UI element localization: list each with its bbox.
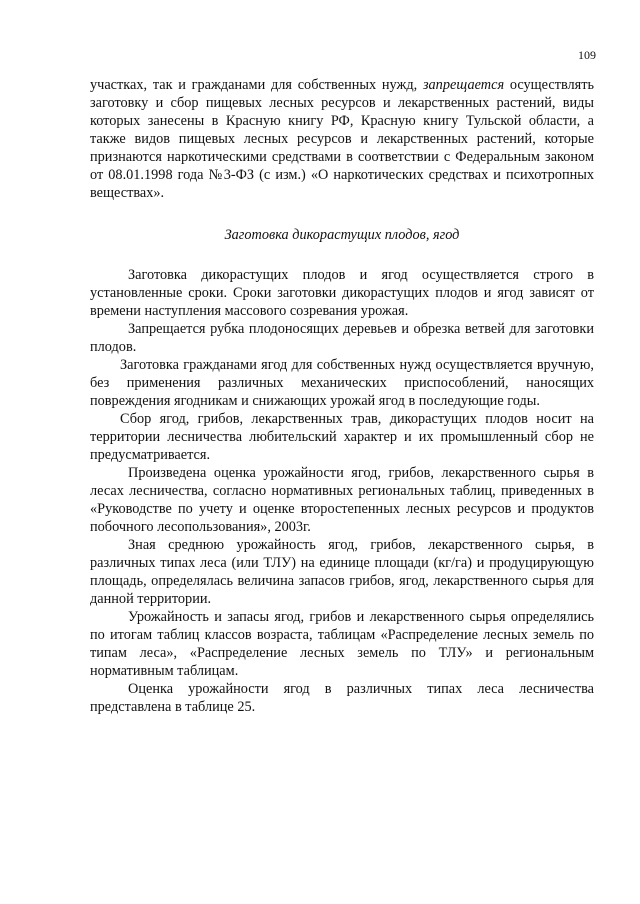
section-heading: Заготовка дикорастущих плодов, ягод — [224, 227, 460, 243]
paragraph-7: Урожайность и запасы ягод, грибов и лекарственного сырья определялись по итогам таблиц классов возраста, таблицам «Распределение лесных земель по типам леса», «Распределение лесных земель по ТЛУ» и региональным нормативным таблицам. — [90, 609, 594, 679]
paragraph-4: Сбор ягод, грибов, лекарственных трав, дикорастущих плодов носит на территории лесничества любительский характер и их промышленный сбор не предусматривается. — [90, 411, 594, 463]
paragraph-2: Запрещается рубка плодоносящих деревьев и обрезка ветвей для заготовки плодов. — [90, 321, 594, 355]
intro-text-before: участках, так и гражданами для собственных нужд, — [90, 77, 423, 93]
intro-paragraph — [90, 76, 594, 202]
page-number: 109 — [578, 48, 596, 62]
intro-text-after: осуществлять заготовку и сбор пищевых лесных ресурсов и лекарственных растений, виды которых занесены в Красную книгу РФ, Красную книгу Тульской области, а также видов пищевых лесных ресурсов и лекарственных растений, которые признаются наркотическими средствами в соответствии с Федеральным законом от 08.01.1998 года №3-ФЗ (с изм.) «О наркотических средствах и психотропных веществах». — [90, 77, 594, 201]
paragraph-3: Заготовка гражданами ягод для собственных нужд осуществляется вручную, без применения различных механических приспособлений, наносящих повреждения ягодникам и снижающих урожай ягод в последующие годы. — [90, 357, 594, 409]
intro-emphasis: запрещается — [422, 77, 505, 93]
paragraph-8: Оценка урожайности ягод в различных типах леса лесничества представлена в таблице 25. — [90, 681, 594, 715]
paragraph-1: Заготовка дикорастущих плодов и ягод осуществляется строго в установленные сроки. Сроки заготовки дикорастущих плодов и ягод зависят от времени наступления массового созревания урожая. — [90, 267, 594, 319]
document-body — [90, 76, 594, 716]
paragraph-6: Зная среднюю урожайность ягод, грибов, лекарственного сырья, в различных типах леса (или ТЛУ) на единице площади (кг/га) и продуцирующую площадь, определялась величина запасов грибов, ягод, лекарственного сырья для данной территории. — [90, 537, 594, 607]
paragraph-5: Произведена оценка урожайности ягод, грибов, лекарственного сырья в лесах лесничества, согласно нормативных региональных таблиц, приведенных в «Руководстве по учету и оценке второстепенных лесных ресурсов и продуктов побочного лесопользования», 2003г. — [90, 465, 594, 535]
